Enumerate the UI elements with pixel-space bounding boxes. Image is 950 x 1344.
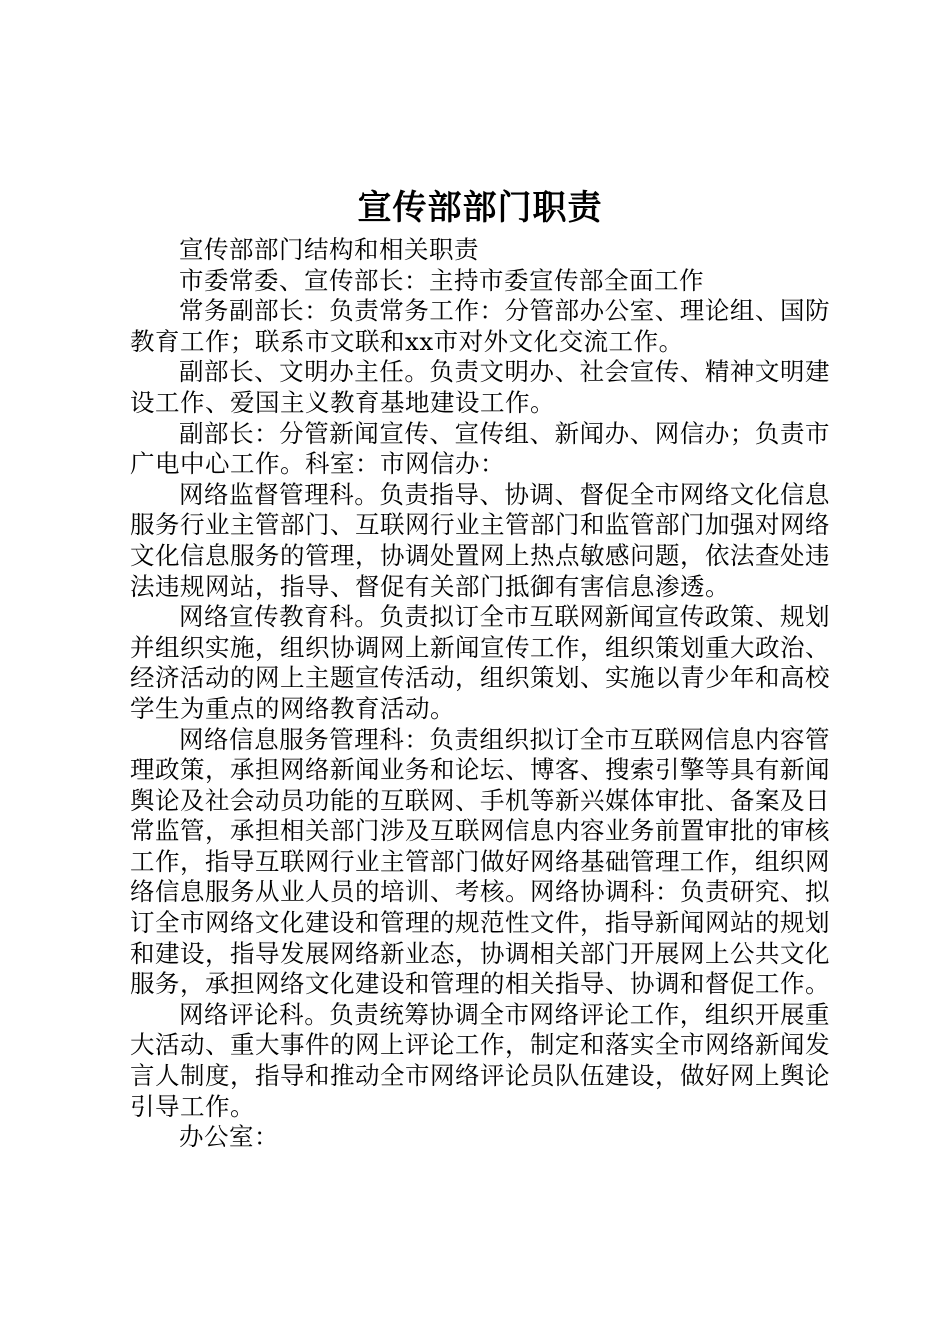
paragraph-deputy-news: 副部长：分管新闻宣传、宣传组、新闻办、网信办；负责市广电中心工作。科室：市网信办： [130,418,830,479]
paragraph-network-info-service: 网络信息服务管理科：负责组织拟订全市互联网信息内容管理政策，承担网络新闻业务和论坛、博客、搜索引擎等具有新闻舆论及社会动员功能的互联网、手机等新兴媒体审批、备案及日常监管，承担相关部门涉及互联网信息内容业务前置审批的审核工作，指导互联网行业主管部门做好网络基础管理工作，组织网络信息服务从业人员的培训、考核。网络协调科：负责研究、拟订全市网络文化建设和管理的规范性文件，指导新闻网站的规划和建设，指导发展网络新业态，协调相关部门开展网上公共文化服务，承担网络文化建设和管理的相关指导、协调和督促工作。 [130,724,830,999]
document-page [130,185,830,1153]
paragraph-network-education: 网络宣传教育科。负责拟订全市互联网新闻宣传政策、规划并组织实施，组织协调网上新闻宣传工作，组织策划重大政治、经济活动的网上主题宣传活动，组织策划、实施以青少年和高校学生为重点的网络教育活动。 [130,602,830,723]
paragraph-network-commentary: 网络评论科。负责统筹协调全市网络评论工作，组织开展重大活动、重大事件的网上评论工作，制定和落实全市网络新闻发言人制度，指导和推动全市网络评论员队伍建设，做好网上舆论引导工作。 [130,999,830,1121]
paragraph-executive-deputy: 常务副部长：负责常务工作：分管部办公室、理论组、国防教育工作；联系市文联和xx市对外文化交流工作。 [130,296,830,356]
paragraph-office: 办公室： [179,1122,279,1152]
paragraph-minister: 市委常委、宣传部长：主持市委宣传部全面工作 [179,265,704,295]
paragraph-network-supervision: 网络监督管理科。负责指导、协调、督促全市网络文化信息服务行业主管部门、互联网行业主管部门和监管部门加强对网络文化信息服务的管理，协调处置网上热点敏感问题，依法查处违法违规网站，指导、督促有关部门抵御有害信息渗透。 [130,479,830,601]
document-title: 宣传部部门职责 [357,188,603,228]
paragraph-deputy-civilization: 副部长、文明办主任。负责文明办、社会宣传、精神文明建设工作、爱国主义教育基地建设工作。 [130,357,830,417]
paragraph-structure-heading: 宣传部部门结构和相关职责 [179,235,479,264]
